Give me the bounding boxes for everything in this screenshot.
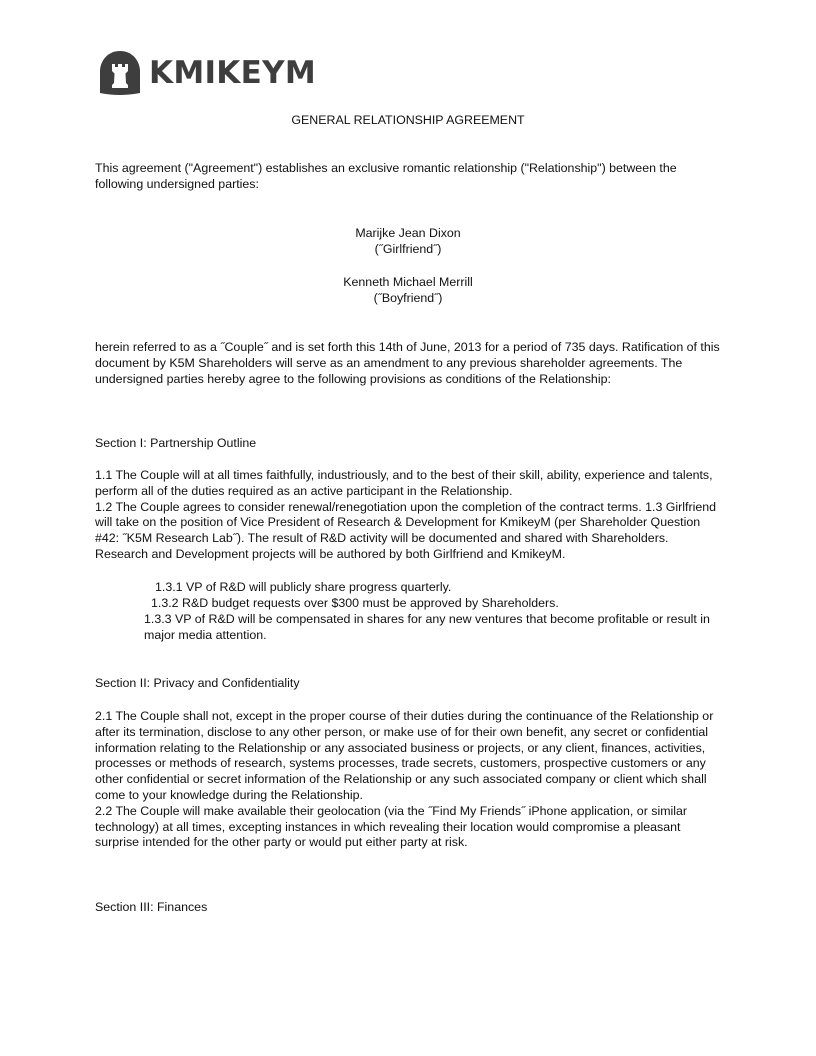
party1-role: (˝Girlfriend˝) <box>374 242 442 256</box>
castle-rook-shield-icon <box>97 50 143 96</box>
logo-wordmark: KMIKEYM <box>149 55 316 91</box>
party2-role: (˝Boyfriend˝) <box>373 291 443 305</box>
section1-subclause-3: 1.3.3 VP of R&D will be compensated in shares for any new ventures that become profitable or result in major media attention. <box>144 612 710 642</box>
section1-heading: Section I: Partnership Outline <box>95 436 257 450</box>
section1-body: 1.1 The Couple will at all times faithfully, industriously, and to the best of their skill, ability, experience and talents, perform all of the duties required as an active participant in the Relationship. 1.2 The Couple agrees to consider renewal/renegotiation upon the completion of the contract terms. 1.3 Girlfriend will take on the position of Vice President of Research & Development for KmikeyM (per Shareholder Question #42: ˝K5M Research Lab˝). The result of R&D activity will be documented and shared with Shareholders. Research and Development projects will be authored by both Girlfriend and KmikeyM. <box>95 468 717 561</box>
party2-name: Kenneth Michael Merrill <box>343 275 473 289</box>
party1-name: Marijke Jean Dixon <box>355 226 461 240</box>
section1-subclause-2: 1.3.2 R&D budget requests over $300 must be approved by Shareholders. <box>151 596 559 610</box>
company-logo <box>97 50 316 96</box>
section2-body: 2.1 The Couple shall not, except in the proper course of their duties during the continuance of the Relationship or after its termination, disclose to any other person, or make use of for their own benefit, any secret or confidential information relating to the Relationship or any associated business or projects, or any client, finances, activities, processes or methods of research, systems processes, trade secrets, customers, prospective customers or any other confidential or secret information of the Relationship or any such associated company or client which shall come to your knowledge during the Relationship. 2.2 The Couple will make available their geolocation (via the ˝Find My Friends˝ iPhone application, or similar technology) at all times, excepting instances in which revealing their location would compromise a pleasant surprise intended for the other party or would put either party at risk. <box>95 709 714 850</box>
section1-subclause-1: 1.3.1 VP of R&D will publicly share progress quarterly. <box>155 580 452 594</box>
preamble-paragraph: herein referred to as a ˝Couple˝ and is set forth this 14th of June, 2013 for a period of 735 days. Ratification of this document by K5M Shareholders will serve as an amendment to any previous shareholder agreements. The undersigned parties hereby agree to the following provisions as conditions of the Relationship: <box>95 340 720 386</box>
document-title: GENERAL RELATIONSHIP AGREEMENT <box>291 113 525 127</box>
section3-heading: Section III: Finances <box>95 900 208 914</box>
intro-paragraph: This agreement ("Agreement") establishes an exclusive romantic relationship ("Relationship") between the following undersigned parties: <box>95 161 677 191</box>
section2-heading: Section II: Privacy and Confidentiality <box>95 676 300 690</box>
